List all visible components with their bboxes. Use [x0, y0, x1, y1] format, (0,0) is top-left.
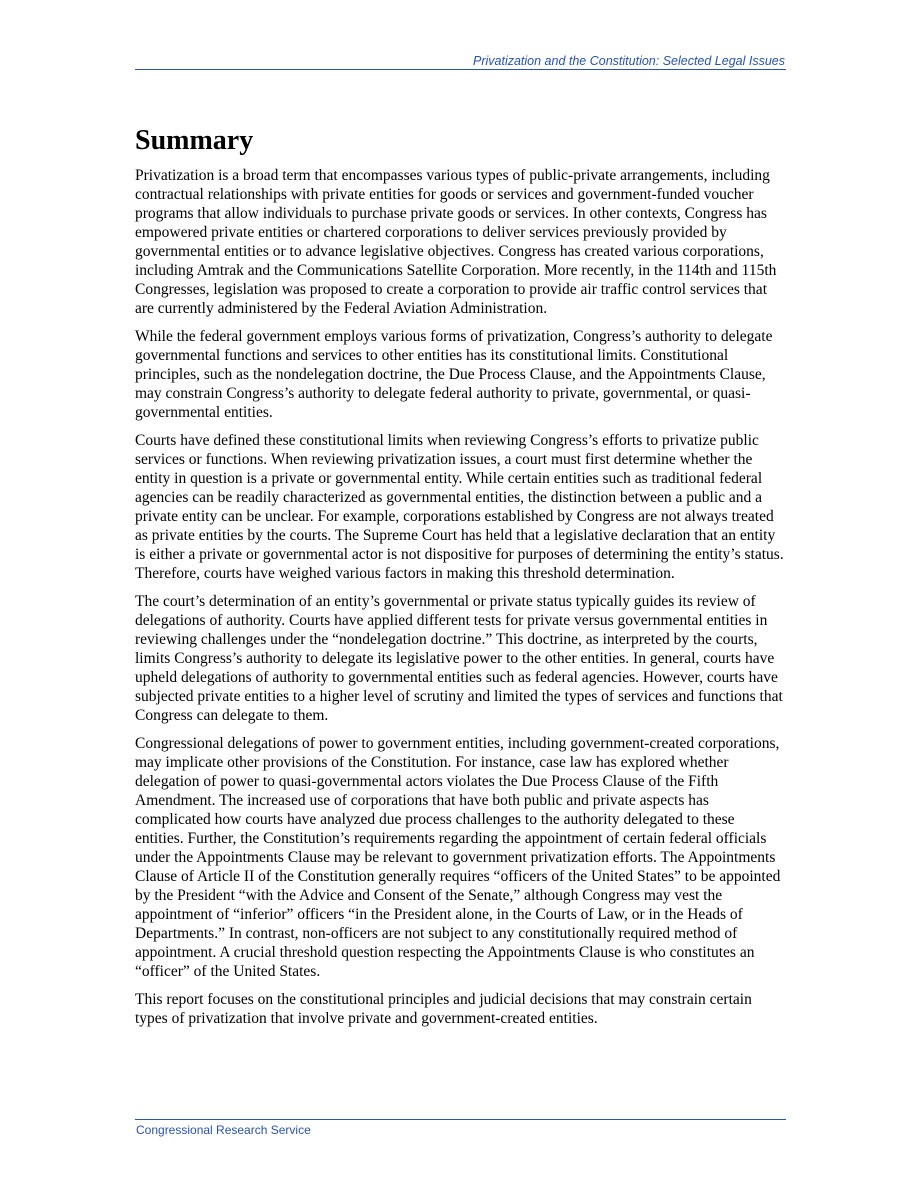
paragraph-1: Privatization is a broad term that encompasses various types of public-private arrangements, including contractual relationships with private entities for goods or services and government-funded voucher programs that allow individuals to purchase private goods or services. In other contexts, Congress has empowered private entities or chartered corporations to deliver services previously provided by governmental entities or to advance legislative objectives. Congress has created various corporations, including Amtrak and the Communications Satellite Corporation. More recently, in the 114th and 115th Congresses, legislation was proposed to create a corporation to provide air traffic control services that are currently administered by the Federal Aviation Administration. [135, 167, 777, 317]
footer-publisher: Congressional Research Service [136, 1123, 311, 1137]
summary-section [135, 124, 787, 1037]
section-heading: Summary [135, 125, 254, 156]
paragraph-4: The court’s determination of an entity’s governmental or private status typically guides its review of delegations of authority. Courts have applied different tests for private versus governmental entities in reviewing challenges under the “nondelegation doctrine.” This doctrine, as interpreted by the courts, limits Congress’s authority to delegate its legislative power to the other entities. In general, courts have upheld delegations of authority to governmental entities such as federal agencies. However, courts have subjected private entities to a higher level of scrutiny and limited the types of services and functions that Congress can delegate to them. [135, 593, 783, 724]
paragraph-5: Congressional delegations of power to government entities, including government-created corporations, may implicate other provisions of the Constitution. For instance, case law has explored whether delegation of power to quasi-governmental actors violates the Due Process Clause of the Fifth Amendment. The increased use of corporations that have both public and private aspects has complicated how courts have analyzed due process challenges to the authority delegated to these entities. Further, the Constitution’s requirements regarding the appointment of certain federal officials under the Appointments Clause may be relevant to government privatization efforts. The Appointments Clause of Article II of the Constitution generally requires “officers of the United States” to be appointed by the President “with the Advice and Consent of the Senate,” although Congress may vest the appointment of “inferior” officers “in the President alone, in the Courts of Law, or in the Heads of Departments.” In contrast, non-officers are not subject to any constitutionally required method of appointment. A crucial threshold question respecting the Appointments Clause is who constitutes an “officer” of the United States. [135, 735, 781, 980]
header-divider [135, 69, 786, 70]
paragraph-3: Courts have defined these constitutional limits when reviewing Congress’s efforts to privatize public services or functions. When reviewing privatization issues, a court must first determine whether the entity in question is a private or governmental entity. While certain entities such as traditional federal agencies can be readily characterized as governmental entities, the distinction between a public and a private entity can be unclear. For example, corporations established by Congress are not always treated as private entities by the courts. The Supreme Court has held that a legislative declaration that an entity is either a private or governmental actor is not dispositive for purposes of determining the entity’s status. Therefore, courts have weighed various factors in making this threshold determination. [135, 432, 784, 582]
running-header-title: Privatization and the Constitution: Selected Legal Issues [473, 54, 785, 68]
paragraph-6: This report focuses on the constitutional principles and judicial decisions that may constrain certain types of privatization that involve private and government-created entities. [135, 991, 752, 1027]
footer-divider [135, 1119, 786, 1120]
paragraph-2: While the federal government employs various forms of privatization, Congress’s authority to delegate governmental functions and services to other entities has its constitutional limits. Constitutional principles, such as the nondelegation doctrine, the Due Process Clause, and the Appointments Clause, may constrain Congress’s authority to delegate federal authority to private, governmental, or quasi-governmental entities. [135, 328, 773, 421]
